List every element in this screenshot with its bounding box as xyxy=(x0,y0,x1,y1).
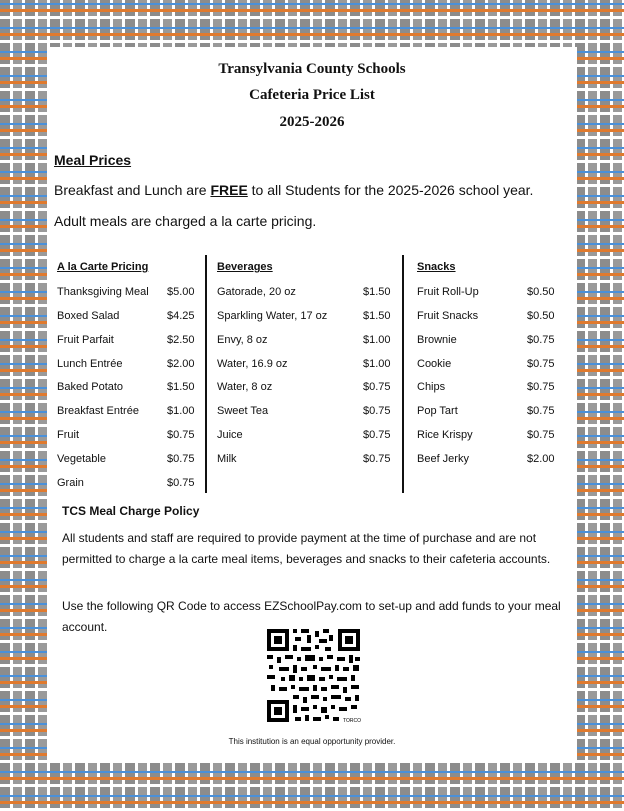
menu-item-name: Cookie xyxy=(417,358,452,370)
menu-item-price: $2.00 xyxy=(527,453,555,465)
menu-item-name: Water, 8 oz xyxy=(217,381,273,393)
district-name: Transylvania County Schools xyxy=(218,61,406,77)
menu-item-price: $1.50 xyxy=(167,381,195,393)
menu-item-name: Gatorade, 20 oz xyxy=(217,286,296,298)
menu-item-name: Rice Krispy xyxy=(417,429,473,441)
menu-item-name: Brownie xyxy=(417,334,457,346)
menu-item-name: Breakfast Entrée xyxy=(57,405,139,417)
menu-item-price: $2.50 xyxy=(167,334,195,346)
menu-item-name: Sweet Tea xyxy=(217,405,269,417)
menu-item-name: Juice xyxy=(217,429,243,441)
menu-item-price: $0.75 xyxy=(527,381,555,393)
menu-item-name: Milk xyxy=(217,453,237,465)
beverages-heading: Beverages xyxy=(217,261,273,273)
menu-item-price: $0.75 xyxy=(167,477,195,489)
snacks-heading: Snacks xyxy=(417,261,456,273)
menu-item-price: $1.50 xyxy=(363,310,391,322)
policy-paragraph: All students and staff are required to provide payment at the time of purchase and are not permitted to charge a la carte meal items, beverages and snacks to their cafeteria accounts. xyxy=(62,531,551,566)
menu-item-price: $4.25 xyxy=(167,310,195,322)
menu-item-name: Envy, 8 oz xyxy=(217,334,268,346)
menu-item-price: $1.50 xyxy=(363,286,391,298)
menu-item-name: Beef Jerky xyxy=(417,453,469,465)
menu-item-price: $0.75 xyxy=(363,405,391,417)
menu-item-name: Baked Potato xyxy=(57,381,124,393)
free-meals-statement xyxy=(54,182,533,198)
policy-heading: TCS Meal Charge Policy xyxy=(62,504,200,518)
document-title: Cafeteria Price List xyxy=(249,87,375,103)
menu-item-price: $1.00 xyxy=(167,405,195,417)
column-divider xyxy=(402,255,404,493)
menu-item-price: $0.75 xyxy=(363,453,391,465)
free-emphasis: FREE xyxy=(210,182,248,198)
menu-item-price: $0.75 xyxy=(527,405,555,417)
column-divider xyxy=(205,255,207,493)
school-year: 2025-2026 xyxy=(279,114,345,130)
qr-instructions: Use the following QR Code to access EZSchoolPay.com to set-up and add funds to your meal account. xyxy=(62,599,561,634)
menu-item-price: $1.00 xyxy=(363,334,391,346)
menu-item-name: Thanksgiving Meal xyxy=(57,286,149,298)
menu-item-price: $0.50 xyxy=(527,310,555,322)
qr-code[interactable] xyxy=(265,627,362,724)
menu-item-name: Pop Tart xyxy=(417,405,458,417)
menu-item-price: $0.50 xyxy=(527,286,555,298)
menu-item-name: Fruit xyxy=(57,429,79,441)
meal-prices-heading: Meal Prices xyxy=(54,152,132,168)
menu-item-price: $0.75 xyxy=(167,429,195,441)
free-meals-text-start: Breakfast and Lunch are xyxy=(54,182,211,198)
menu-item-price: $0.75 xyxy=(363,381,391,393)
menu-item-price: $0.75 xyxy=(527,429,555,441)
price-list-page xyxy=(47,47,577,760)
adult-meals-statement: Adult meals are charged a la carte pricing. xyxy=(54,213,317,229)
menu-item-name: Fruit Roll-Up xyxy=(417,286,479,298)
free-meals-text-end: to all Students for the 2025-2026 school year. xyxy=(247,182,534,198)
menu-item-name: Water, 16.9 oz xyxy=(217,358,288,370)
menu-item-name: Fruit Snacks xyxy=(417,310,479,322)
qr-caption: TORCO xyxy=(343,718,361,724)
menu-item-price: $5.00 xyxy=(167,286,195,298)
menu-item-name: Sparkling Water, 17 oz xyxy=(217,310,328,322)
a-la-carte-heading: A la Carte Pricing xyxy=(57,261,149,273)
menu-item-price: $0.75 xyxy=(167,453,195,465)
menu-item-name: Chips xyxy=(417,381,446,393)
menu-item-price: $1.00 xyxy=(363,358,391,370)
menu-item-name: Grain xyxy=(57,477,84,489)
menu-item-price: $0.75 xyxy=(363,429,391,441)
menu-item-name: Fruit Parfait xyxy=(57,334,114,346)
menu-item-name: Lunch Entrée xyxy=(57,358,123,370)
menu-item-price: $0.75 xyxy=(527,358,555,370)
menu-item-name: Boxed Salad xyxy=(57,310,120,322)
equal-opportunity-statement: This institution is an equal opportunity provider. xyxy=(228,737,396,746)
menu-item-price: $0.75 xyxy=(527,334,555,346)
menu-item-price: $2.00 xyxy=(167,358,195,370)
menu-item-name: Vegetable xyxy=(57,453,106,465)
